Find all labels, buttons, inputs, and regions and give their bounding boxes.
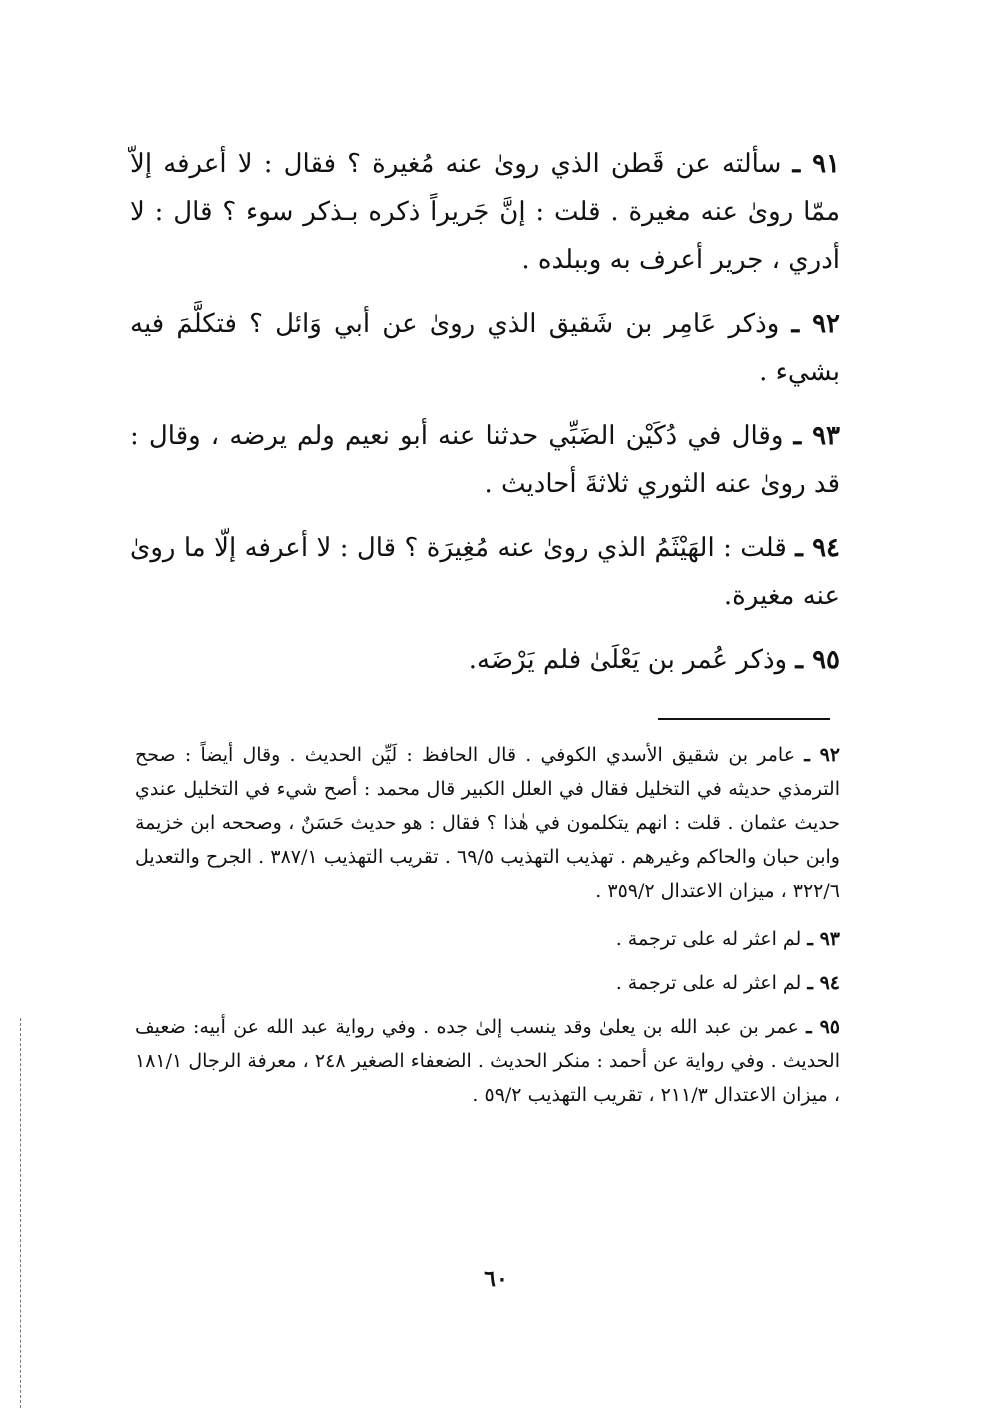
entry-text: وقال في دُكَيْن الضَبِّي حدثنا عنه أبو نعيم ولم يرضه ، وقال : قد روىٰ عنه الثوري ثلاثةَ أحاديث . [130, 421, 840, 499]
entry-94 [130, 524, 840, 620]
footnote-text: لم اعثر له على ترجمة . [615, 972, 802, 994]
footnote-number: ٩٥ ـ [806, 1016, 840, 1038]
entry-95 [130, 636, 840, 684]
entry-91 [130, 140, 840, 284]
entry-text: وذكر عُمر بن يَعْلَىٰ فلم يَرْضَه. [468, 645, 788, 675]
footnote-95 [135, 1010, 840, 1112]
footnote-number: ٩٢ ـ [804, 744, 841, 766]
footnote-number: ٩٣ ـ [807, 928, 840, 950]
entry-number: ٩٤ ـ [795, 533, 841, 563]
footnote-separator [658, 718, 830, 720]
page-number: ٦٠ [484, 1266, 508, 1292]
entry-92 [130, 300, 840, 396]
entry-number: ٩٣ ـ [793, 421, 841, 451]
entry-93 [130, 412, 840, 508]
entry-text: سألته عن قَطن الذي روىٰ عنه مُغيرة ؟ فقال : لا أعرفه إلاّ ممّا روىٰ عنه مغيرة . قلت : إنَّ جَريراً ذكره بـذكر سوء ؟ قال : لا أدري ، جرير أعرف به وببلده . [130, 149, 840, 275]
footnote-number: ٩٤ ـ [807, 972, 840, 994]
footnote-93 [135, 922, 840, 956]
entry-number: ٩١ ـ [792, 149, 841, 179]
footnote-text: عمر بن عبد الله بن يعلىٰ وقد ينسب إلىٰ جده . وفي رواية عبد الله عن أبيه: ضعيف الحديث . وفي رواية عن أحمد : منكر الحديث . الضعفاء الصغير ٢٤٨ ، معرفة الرجال ١٨١/١ ، ميزان الاعتدال ٢١١/٣ ، تقريب التهذيب ٥٩/٢ . [135, 1016, 840, 1106]
footnote-text: لم اعثر له على ترجمة . [615, 928, 802, 950]
main-text [130, 140, 840, 700]
entry-number: ٩٥ ـ [795, 645, 840, 675]
entry-text: قلت : الهَيْثَمُ الذي روىٰ عنه مُغِيرَة ؟ قال : لا أعرفه إلّا ما روىٰ عنه مغيرة. [130, 533, 840, 611]
entry-text: وذكر عَامِر بن شَقيق الذي روىٰ عن أبي وَائل ؟ فتكلَّمَ فيه بشيء . [130, 309, 840, 387]
scan-margin-line [20, 1018, 21, 1408]
footnote-92 [135, 738, 840, 908]
footnote-text: عامر بن شقيق الأسدي الكوفي . قال الحافظ : لَيِّن الحديث . وقال أيضاً : صحح الترمذي حديثه في التخليل فقال في العلل الكبير قال محمد : أصح شيء في التخليل عندي حديث عثمان . قلت : انهم يتكلمون في هٰذا ؟ فقال : هو حديث حَسَنٌ ، وصححه ابن خزيمة وابن حبان والحاكم وغيرهم . تهذيب التهذيب ٦٩/٥ . تقريب التهذيب ٣٨٧/١ . الجرح والتعديل ٣٢٢/٦ ، ميزان الاعتدال ٣٥٩/٢ . [135, 744, 840, 902]
footnote-94 [135, 966, 840, 1000]
footnotes [135, 738, 840, 1126]
entry-number: ٩٢ ـ [791, 309, 841, 339]
